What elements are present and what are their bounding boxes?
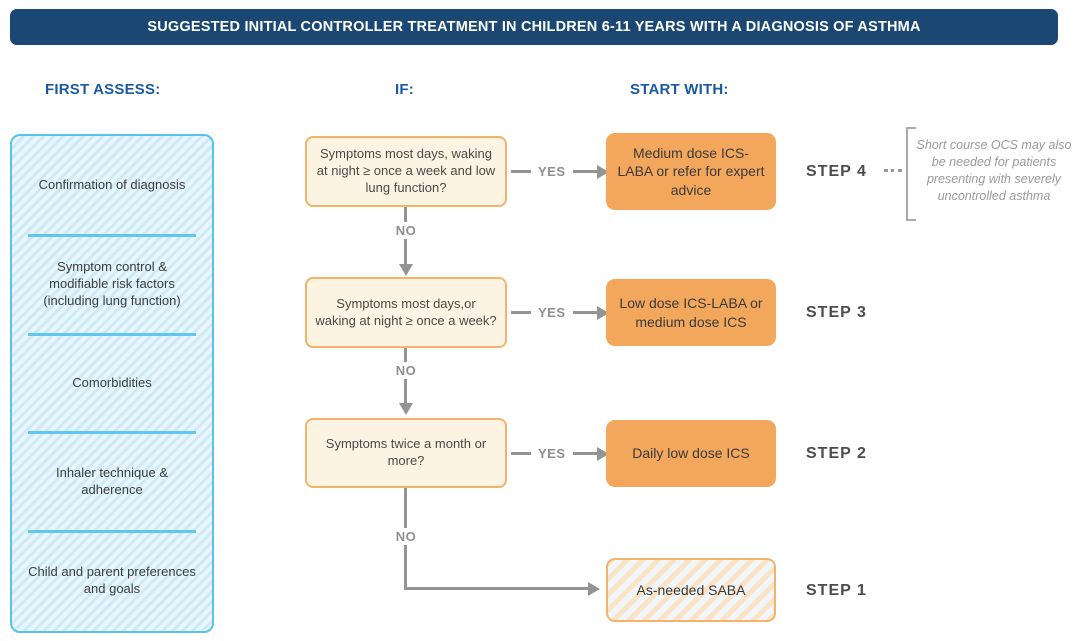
title-banner [10,9,1058,45]
assess-item-confirmation-of-diagnosis: Confirmation of diagnosis [38,177,186,193]
no-label: NO [393,528,420,545]
ocs-side-note: Short course OCS may also be needed for patients presenting with severely uncontrolled asthma [916,138,1072,203]
arrowhead-right-icon [588,582,600,596]
no-label: NO [393,222,420,239]
assess-item-preferences-goals: Child and parent preferences and goals [28,564,196,597]
arrowhead-down-icon [399,264,413,276]
arrow-line [573,170,597,173]
first-assess-panel [10,134,214,633]
treatment-box-step4: Medium dose ICS-LABA or refer for expert advice [606,133,776,210]
no-label: NO [393,362,420,379]
assess-item-inhaler-technique: Inhaler technique & adherence [55,465,169,498]
arrow-line [511,170,531,173]
yes-label: YES [538,305,566,320]
treatment-box-step3: Low dose ICS-LABA or medium dose ICS [606,279,776,346]
arrow-line [511,311,531,314]
assess-item-comorbidities: Comorbidities [72,375,152,391]
arrow-line [511,452,531,455]
question-box-step4: Symptoms most days, waking at night ≥ once a week and low lung function? [305,136,507,207]
step-1-label: STEP 1 [806,582,867,599]
arrow-line [573,452,597,455]
treatment-box-step2: Daily low dose ICS [606,420,776,487]
column-header-start-with: START WITH: [630,81,729,98]
question-box-step3: Symptoms most days,or waking at night ≥ once a week? [305,277,507,348]
step-3-label: STEP 3 [806,304,867,321]
arrowhead-down-icon [399,403,413,415]
yes-arrow-step2 [511,446,609,461]
arrow-line [573,311,597,314]
step-4-label: STEP 4 [806,163,867,180]
yes-arrow-step3 [511,305,609,320]
page-title: SUGGESTED INITIAL CONTROLLER TREATMENT IN CHILDREN 6-11 YEARS WITH A DIAGNOSIS OF ASTHMA [147,19,921,35]
assess-item-symptom-control: Symptom control & modifiable risk factors (including lung function) [43,259,181,309]
yes-arrow-step4 [511,164,609,179]
step-2-label: STEP 2 [806,445,867,462]
treatment-box-step1-saba: As-needed SABA [606,558,776,622]
column-header-first-assess: FIRST ASSESS: [45,81,161,98]
yes-label: YES [538,446,566,461]
dotted-connector [884,169,902,172]
column-header-if: IF: [395,81,414,98]
question-box-step2: Symptoms twice a month or more? [305,418,507,488]
yes-label: YES [538,164,566,179]
no-arrow-elbow-line [406,587,590,590]
